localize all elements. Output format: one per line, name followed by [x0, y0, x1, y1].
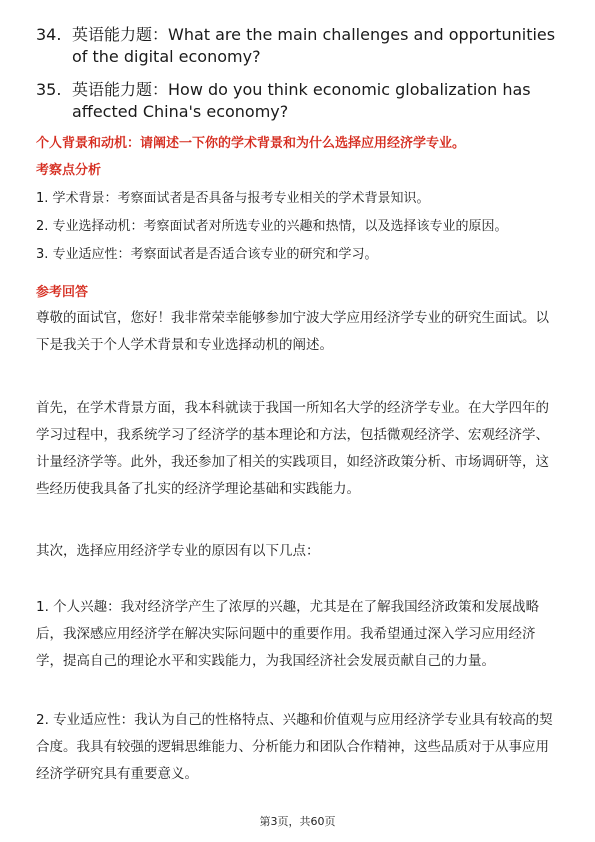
answer-paragraph: 尊敬的面试官，您好！我非常荣幸能够参加宁波大学应用经济学专业的研究生面试。以下是我关于个人学术背景和专业选择动机的阐述。: [36, 310, 549, 353]
answer-paragraph: 1. 个人兴趣：我对经济学产生了浓厚的兴趣，尤其是在了解我国经济政策和发展战略后，我深感应用经济学在解决实际问题中的重要作用。我希望通过深入学习应用经济学，提高自己的理论水平和实践能力，为我国经济社会发展贡献自己的力量。: [36, 599, 540, 669]
question-text: 英语能力题：How do you think economic globalization has affected China's economy?: [72, 80, 531, 121]
analysis-item: 1. 学术背景：考察面试者是否具备与报考专业相关的学术背景知识。: [36, 191, 430, 206]
question-number: 35.: [36, 80, 62, 99]
answer-paragraph: 其次，选择应用经济学专业的原因有以下几点：: [36, 543, 320, 559]
page-number-footer: 第3页，共60页: [259, 815, 336, 828]
topic-title: 个人背景和动机：请阐述一下你的学术背景和为什么选择应用经济学专业。: [36, 136, 466, 151]
analysis-item: 3. 专业适应性：考察面试者是否适合该专业的研究和学习。: [36, 247, 378, 262]
question-text: 英语能力题：What are the main challenges and opportunities of the digital economy?: [72, 25, 556, 66]
answer-paragraph: 2. 专业适应性：我认为自己的性格特点、兴趣和价值观与应用经济学专业具有较高的契合度。我具有较强的逻辑思维能力、分析能力和团队合作精神，这些品质对于从事应用经济学研究具有重要意义。: [36, 712, 553, 782]
answer-heading: 参考回答: [36, 285, 89, 300]
question-35: [36, 79, 558, 123]
analysis-heading: 考察点分析: [36, 163, 102, 178]
question-34: [36, 24, 558, 68]
answer-paragraph: 首先，在学术背景方面，我本科就读于我国一所知名大学的经济学专业。在大学四年的学习过程中，我系统学习了经济学的基本理论和方法，包括微观经济学、宏观经济学、计量经济学等。此外，我还参加了相关的实践项目，如经济政策分析、市场调研等，这些经历使我具备了扎实的经济学理论基础和实践能力。: [36, 400, 549, 497]
analysis-item: 2. 专业选择动机：考察面试者对所选专业的兴趣和热情，以及选择该专业的原因。: [36, 219, 508, 234]
question-number: 34.: [36, 25, 62, 44]
